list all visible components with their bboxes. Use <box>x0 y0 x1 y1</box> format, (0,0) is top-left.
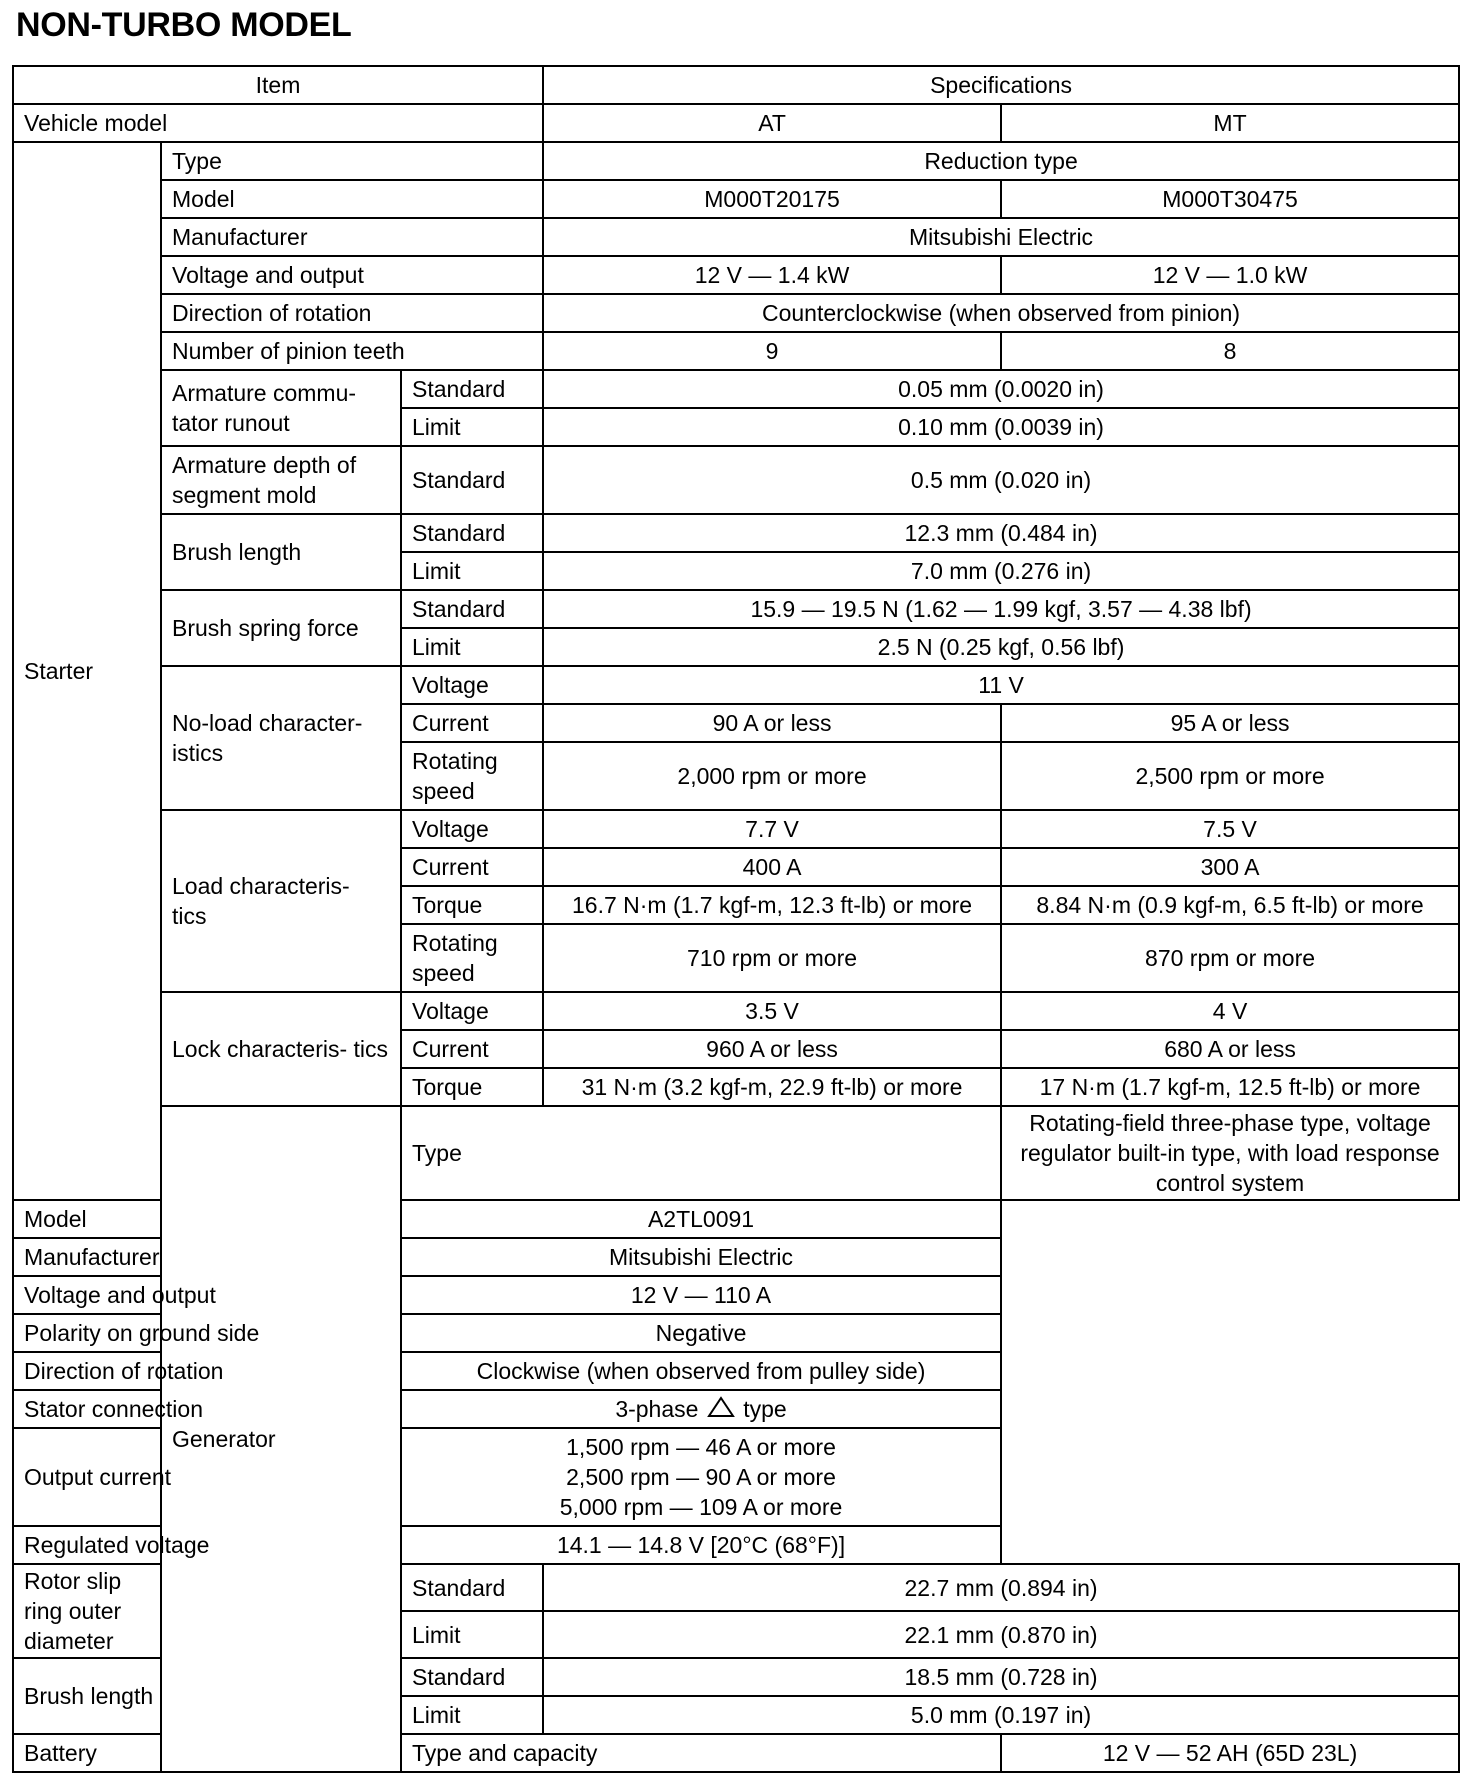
table-row <box>13 332 1459 370</box>
generator-brush-length-standard: 18.5 mm (0.728 in) <box>543 1658 1459 1696</box>
lock-voltage-at: 3.5 V <box>543 992 1001 1030</box>
load-current-at: 400 A <box>543 848 1001 886</box>
commutator-runout-limit: 0.10 mm (0.0039 in) <box>543 408 1459 446</box>
vehicle-model-label: Vehicle model <box>13 104 543 142</box>
table-row <box>13 218 1459 256</box>
battery-type-label: Type and capacity <box>401 1734 1001 1772</box>
brush-spring-limit-label: Limit <box>401 628 543 666</box>
load-speed-mt: 870 rpm or more <box>1001 924 1459 992</box>
delta-triangle-icon <box>707 1396 735 1418</box>
table-row <box>13 256 1459 294</box>
starter-label: Starter <box>13 142 161 1200</box>
lock-torque-at: 31 N·m (3.2 kgf-m, 22.9 ft-lb) or more <box>543 1068 1001 1106</box>
generator-type-value: Rotating-field three-phase type, voltage regulator built-in type, with load response control system <box>1001 1106 1459 1200</box>
output-current-line2: 2,500 rpm — 90 A or more <box>566 1464 836 1490</box>
starter-pinion-mt: 8 <box>1001 332 1459 370</box>
generator-manufacturer-value: Mitsubishi Electric <box>401 1238 1001 1276</box>
table-row <box>13 180 1459 218</box>
starter-pinion-at: 9 <box>543 332 1001 370</box>
brush-spring-label: Brush spring force <box>161 590 401 666</box>
table-row <box>13 810 1459 848</box>
starter-voltage-output-mt: 12 V — 1.0 kW <box>1001 256 1459 294</box>
stator-prefix: 3-phase <box>615 1396 699 1422</box>
generator-voltage-output-label: Voltage and output <box>13 1276 401 1314</box>
generator-polarity-label: Polarity on ground side <box>13 1314 401 1352</box>
load-current-mt: 300 A <box>1001 848 1459 886</box>
segment-mold-standard: 0.5 mm (0.020 in) <box>543 446 1459 514</box>
table-row <box>13 294 1459 332</box>
segment-mold-label: Armature depth of segment mold <box>161 446 401 514</box>
spec-table <box>12 65 1460 1773</box>
lock-current-mt: 680 A or less <box>1001 1030 1459 1068</box>
vehicle-model-mt: MT <box>1001 104 1459 142</box>
generator-brush-length-limit: 5.0 mm (0.197 in) <box>543 1696 1459 1734</box>
table-row <box>13 446 1459 514</box>
load-voltage-mt: 7.5 V <box>1001 810 1459 848</box>
load-speed-at: 710 rpm or more <box>543 924 1001 992</box>
commutator-runout-standard-label: Standard <box>401 370 543 408</box>
starter-type-label: Type <box>161 142 543 180</box>
table-row <box>13 1106 1459 1200</box>
generator-type-label: Type <box>401 1106 1001 1200</box>
output-current-line1: 1,500 rpm — 46 A or more <box>566 1434 836 1460</box>
load-label: Load characteris- tics <box>161 810 401 992</box>
generator-polarity-value: Negative <box>401 1314 1001 1352</box>
generator-direction-value: Clockwise (when observed from pulley side) <box>401 1352 1001 1390</box>
table-row <box>13 104 1459 142</box>
table-row <box>13 1200 1459 1238</box>
table-row <box>13 1276 1459 1314</box>
generator-brush-length-standard-label: Standard <box>401 1658 543 1696</box>
starter-voltage-output-at: 12 V — 1.4 kW <box>543 256 1001 294</box>
starter-brush-length-label: Brush length <box>161 514 401 590</box>
lock-voltage-mt: 4 V <box>1001 992 1459 1030</box>
lock-label: Lock characteris- tics <box>161 992 401 1106</box>
no-load-speed-at: 2,000 rpm or more <box>543 742 1001 810</box>
table-header-row <box>13 66 1459 104</box>
slip-ring-standard-label: Standard <box>401 1564 543 1611</box>
table-row <box>13 590 1459 628</box>
no-load-voltage-label: Voltage <box>401 666 543 704</box>
table-row <box>13 1352 1459 1390</box>
lock-voltage-label: Voltage <box>401 992 543 1030</box>
load-voltage-at: 7.7 V <box>543 810 1001 848</box>
table-row <box>13 1526 1459 1564</box>
lock-current-at: 960 A or less <box>543 1030 1001 1068</box>
starter-brush-length-limit-label: Limit <box>401 552 543 590</box>
brush-spring-limit: 2.5 N (0.25 kgf, 0.56 lbf) <box>543 628 1459 666</box>
starter-pinion-label: Number of pinion teeth <box>161 332 543 370</box>
no-load-current-label: Current <box>401 704 543 742</box>
slip-ring-limit: 22.1 mm (0.870 in) <box>543 1611 1459 1658</box>
starter-brush-length-standard-label: Standard <box>401 514 543 552</box>
generator-brush-length-label: Brush length <box>13 1658 161 1734</box>
generator-model-value: A2TL0091 <box>401 1200 1001 1238</box>
table-row <box>13 370 1459 408</box>
regulated-voltage-value: 14.1 — 14.8 V [20°C (68°F)] <box>401 1526 1001 1564</box>
battery-label: Battery <box>13 1734 161 1772</box>
page-title: NON-TURBO MODEL <box>16 6 352 44</box>
output-current-value <box>401 1428 1001 1526</box>
generator-model-label: Model <box>13 1200 401 1238</box>
table-row <box>13 1238 1459 1276</box>
starter-manufacturer-label: Manufacturer <box>161 218 543 256</box>
stator-connection-label: Stator connection <box>13 1390 401 1428</box>
table-row <box>13 1314 1459 1352</box>
commutator-runout-limit-label: Limit <box>401 408 543 446</box>
table-row <box>13 514 1459 552</box>
battery-at: 12 V — 52 AH (65D 23L) <box>1001 1734 1459 1772</box>
table-row <box>13 142 1459 180</box>
header-specifications: Specifications <box>543 66 1459 104</box>
lock-torque-mt: 17 N·m (1.7 kgf-m, 12.5 ft-lb) or more <box>1001 1068 1459 1106</box>
commutator-runout-label: Armature commu- tator runout <box>161 370 401 446</box>
vehicle-model-at: AT <box>543 104 1001 142</box>
generator-voltage-output-value: 12 V — 110 A <box>401 1276 1001 1314</box>
table-row <box>13 1390 1459 1428</box>
starter-type-value: Reduction type <box>543 142 1459 180</box>
load-current-label: Current <box>401 848 543 886</box>
starter-model-mt: M000T30475 <box>1001 180 1459 218</box>
no-load-label: No-load character- istics <box>161 666 401 810</box>
brush-spring-standard: 15.9 — 19.5 N (1.62 — 1.99 kgf, 3.57 — 4.38 lbf) <box>543 590 1459 628</box>
stator-connection-value <box>401 1390 1001 1428</box>
starter-model-label: Model <box>161 180 543 218</box>
load-torque-at: 16.7 N·m (1.7 kgf-m, 12.3 ft-lb) or more <box>543 886 1001 924</box>
output-current-label: Output current <box>13 1428 401 1526</box>
no-load-speed-label: Rotating speed <box>401 742 543 810</box>
generator-direction-label: Direction of rotation <box>13 1352 401 1390</box>
starter-direction-label: Direction of rotation <box>161 294 543 332</box>
generator-manufacturer-label: Manufacturer <box>13 1238 401 1276</box>
load-torque-label: Torque <box>401 886 543 924</box>
slip-ring-label: Rotor slip ring outer diameter <box>13 1564 161 1658</box>
segment-mold-standard-label: Standard <box>401 446 543 514</box>
no-load-current-mt: 95 A or less <box>1001 704 1459 742</box>
commutator-runout-standard: 0.05 mm (0.0020 in) <box>543 370 1459 408</box>
lock-current-label: Current <box>401 1030 543 1068</box>
slip-ring-limit-label: Limit <box>401 1611 543 1658</box>
brush-spring-standard-label: Standard <box>401 590 543 628</box>
starter-brush-length-limit: 7.0 mm (0.276 in) <box>543 552 1459 590</box>
no-load-speed-mt: 2,500 rpm or more <box>1001 742 1459 810</box>
no-load-current-at: 90 A or less <box>543 704 1001 742</box>
regulated-voltage-label: Regulated voltage <box>13 1526 401 1564</box>
starter-voltage-output-label: Voltage and output <box>161 256 543 294</box>
no-load-voltage: 11 V <box>543 666 1459 704</box>
starter-brush-length-standard: 12.3 mm (0.484 in) <box>543 514 1459 552</box>
starter-manufacturer-value: Mitsubishi Electric <box>543 218 1459 256</box>
generator-label: Generator <box>161 1106 401 1772</box>
stator-suffix: type <box>743 1396 787 1422</box>
load-torque-mt: 8.84 N·m (0.9 kgf-m, 6.5 ft-lb) or more <box>1001 886 1459 924</box>
table-row <box>13 992 1459 1030</box>
header-item: Item <box>13 66 543 104</box>
table-row <box>13 666 1459 704</box>
generator-brush-length-limit-label: Limit <box>401 1696 543 1734</box>
load-speed-label: Rotating speed <box>401 924 543 992</box>
load-voltage-label: Voltage <box>401 810 543 848</box>
lock-torque-label: Torque <box>401 1068 543 1106</box>
starter-model-at: M000T20175 <box>543 180 1001 218</box>
slip-ring-standard: 22.7 mm (0.894 in) <box>543 1564 1459 1611</box>
starter-direction-value: Counterclockwise (when observed from pinion) <box>543 294 1459 332</box>
output-current-line3: 5,000 rpm — 109 A or more <box>559 1494 843 1520</box>
